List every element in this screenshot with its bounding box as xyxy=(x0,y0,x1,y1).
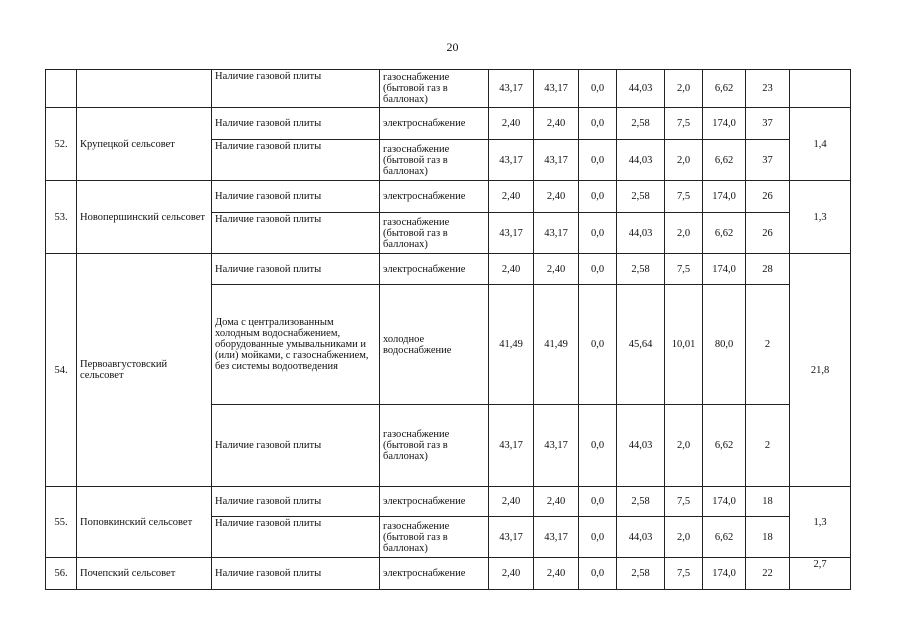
utility-service: электроснабжение xyxy=(380,181,489,213)
value-cell: 174,0 xyxy=(703,558,746,590)
value-cell: 7,5 xyxy=(665,487,703,517)
council-name: Поповкинский сельсовет xyxy=(77,487,212,558)
last-column-value: 21,8 xyxy=(790,254,851,487)
council-name: Крупецкой сельсовет xyxy=(77,108,212,181)
council-name: Новопершинский сельсовет xyxy=(77,181,212,254)
row-number: 54. xyxy=(46,254,77,487)
value-cell: 2,58 xyxy=(617,558,665,590)
value-cell: 2,40 xyxy=(489,181,534,213)
value-cell: 2 xyxy=(746,405,790,487)
value-cell: 44,03 xyxy=(617,517,665,558)
value-cell: 18 xyxy=(746,487,790,517)
value-cell: 2,0 xyxy=(665,405,703,487)
council-name xyxy=(77,70,212,108)
table-row xyxy=(46,558,851,590)
value-cell: 0,0 xyxy=(579,254,617,285)
row-number: 53. xyxy=(46,181,77,254)
value-cell: 2,0 xyxy=(665,140,703,181)
table-row xyxy=(46,254,851,285)
value-cell: 6,62 xyxy=(703,140,746,181)
value-cell: 2,40 xyxy=(534,487,579,517)
value-cell: 7,5 xyxy=(665,254,703,285)
value-cell: 2,40 xyxy=(489,108,534,140)
last-column-value: 1,3 xyxy=(790,181,851,254)
value-cell: 0,0 xyxy=(579,487,617,517)
value-cell: 7,5 xyxy=(665,108,703,140)
utility-service: электроснабжение xyxy=(380,254,489,285)
value-cell: 2,0 xyxy=(665,517,703,558)
value-cell: 43,17 xyxy=(489,517,534,558)
value-cell: 2,0 xyxy=(665,70,703,108)
value-cell: 26 xyxy=(746,181,790,213)
value-cell: 41,49 xyxy=(534,285,579,405)
last-column-value: 1,3 xyxy=(790,487,851,558)
value-cell: 2,40 xyxy=(534,254,579,285)
value-cell: 45,64 xyxy=(617,285,665,405)
council-name: Первоавгустовский сельсовет xyxy=(77,254,212,487)
value-cell: 0,0 xyxy=(579,405,617,487)
value-cell: 2,40 xyxy=(489,487,534,517)
utility-service: газоснабжение (бытовой газ в баллонах) xyxy=(380,70,489,108)
value-cell: 43,17 xyxy=(534,517,579,558)
value-cell: 2,40 xyxy=(534,181,579,213)
housing-type: Наличие газовой плиты xyxy=(212,213,380,254)
value-cell: 2,58 xyxy=(617,108,665,140)
value-cell: 2,40 xyxy=(489,254,534,285)
value-cell: 44,03 xyxy=(617,140,665,181)
value-cell: 22 xyxy=(746,558,790,590)
value-cell: 26 xyxy=(746,213,790,254)
value-cell: 2,0 xyxy=(665,213,703,254)
table-row xyxy=(46,181,851,213)
value-cell: 7,5 xyxy=(665,181,703,213)
utility-service: газоснабжение (бытовой газ в баллонах) xyxy=(380,213,489,254)
value-cell: 37 xyxy=(746,108,790,140)
value-cell: 23 xyxy=(746,70,790,108)
value-cell: 6,62 xyxy=(703,70,746,108)
value-cell: 0,0 xyxy=(579,517,617,558)
value-cell: 0,0 xyxy=(579,70,617,108)
page-number: 20 xyxy=(446,40,459,54)
utility-service: газоснабжение (бытовой газ в баллонах) xyxy=(380,517,489,558)
value-cell: 43,17 xyxy=(489,405,534,487)
value-cell: 174,0 xyxy=(703,108,746,140)
housing-type: Наличие газовой плиты xyxy=(212,517,380,558)
housing-type: Наличие газовой плиты xyxy=(212,487,380,517)
housing-type: Наличие газовой плиты xyxy=(212,181,380,213)
value-cell: 2,58 xyxy=(617,181,665,213)
value-cell: 2,40 xyxy=(534,558,579,590)
row-number: 55. xyxy=(46,487,77,558)
housing-type: Наличие газовой плиты xyxy=(212,254,380,285)
utility-service: электроснабжение xyxy=(380,558,489,590)
value-cell: 43,17 xyxy=(534,213,579,254)
utility-service: электроснабжение xyxy=(380,108,489,140)
value-cell: 43,17 xyxy=(534,70,579,108)
value-cell: 2,58 xyxy=(617,487,665,517)
housing-type: Наличие газовой плиты xyxy=(212,405,380,487)
value-cell: 0,0 xyxy=(579,285,617,405)
housing-type: Наличие газовой плиты xyxy=(212,70,380,108)
last-column-value xyxy=(790,70,851,108)
last-column-value: 1,4 xyxy=(790,108,851,181)
value-cell: 7,5 xyxy=(665,558,703,590)
row-number: 56. xyxy=(46,558,77,590)
housing-type: Наличие газовой плиты xyxy=(212,140,380,181)
value-cell: 43,17 xyxy=(489,70,534,108)
value-cell: 28 xyxy=(746,254,790,285)
value-cell: 18 xyxy=(746,517,790,558)
tariff-table xyxy=(45,69,851,590)
value-cell: 43,17 xyxy=(534,140,579,181)
value-cell: 174,0 xyxy=(703,254,746,285)
council-name: Почепский сельсовет xyxy=(77,558,212,590)
row-number: 52. xyxy=(46,108,77,181)
value-cell: 43,17 xyxy=(489,213,534,254)
value-cell: 37 xyxy=(746,140,790,181)
value-cell: 2 xyxy=(746,285,790,405)
value-cell: 44,03 xyxy=(617,405,665,487)
value-cell: 10,01 xyxy=(665,285,703,405)
housing-type: Наличие газовой плиты xyxy=(212,108,380,140)
value-cell: 44,03 xyxy=(617,213,665,254)
utility-service: газоснабжение (бытовой газ в баллонах) xyxy=(380,405,489,487)
value-cell: 2,40 xyxy=(534,108,579,140)
value-cell: 80,0 xyxy=(703,285,746,405)
utility-service: электроснабжение xyxy=(380,487,489,517)
value-cell: 0,0 xyxy=(579,108,617,140)
value-cell: 41,49 xyxy=(489,285,534,405)
value-cell: 6,62 xyxy=(703,213,746,254)
value-cell: 43,17 xyxy=(489,140,534,181)
housing-type: Наличие газовой плиты xyxy=(212,558,380,590)
last-column-value: 2,7 xyxy=(790,558,851,590)
value-cell: 2,40 xyxy=(489,558,534,590)
utility-service: холодное водоснабжение xyxy=(380,285,489,405)
row-number xyxy=(46,70,77,108)
value-cell: 2,58 xyxy=(617,254,665,285)
value-cell: 0,0 xyxy=(579,558,617,590)
value-cell: 0,0 xyxy=(579,213,617,254)
table-row xyxy=(46,108,851,140)
table-row xyxy=(46,487,851,517)
value-cell: 174,0 xyxy=(703,487,746,517)
value-cell: 6,62 xyxy=(703,517,746,558)
value-cell: 43,17 xyxy=(534,405,579,487)
housing-type: Дома с централизованным холодным водоснабжением, оборудованные умывальниками и (или) мойками, с газоснабжением, без системы водоотведения xyxy=(212,285,380,405)
value-cell: 174,0 xyxy=(703,181,746,213)
table-row xyxy=(46,70,851,108)
value-cell: 44,03 xyxy=(617,70,665,108)
utility-service: газоснабжение (бытовой газ в баллонах) xyxy=(380,140,489,181)
value-cell: 0,0 xyxy=(579,140,617,181)
value-cell: 6,62 xyxy=(703,405,746,487)
value-cell: 0,0 xyxy=(579,181,617,213)
